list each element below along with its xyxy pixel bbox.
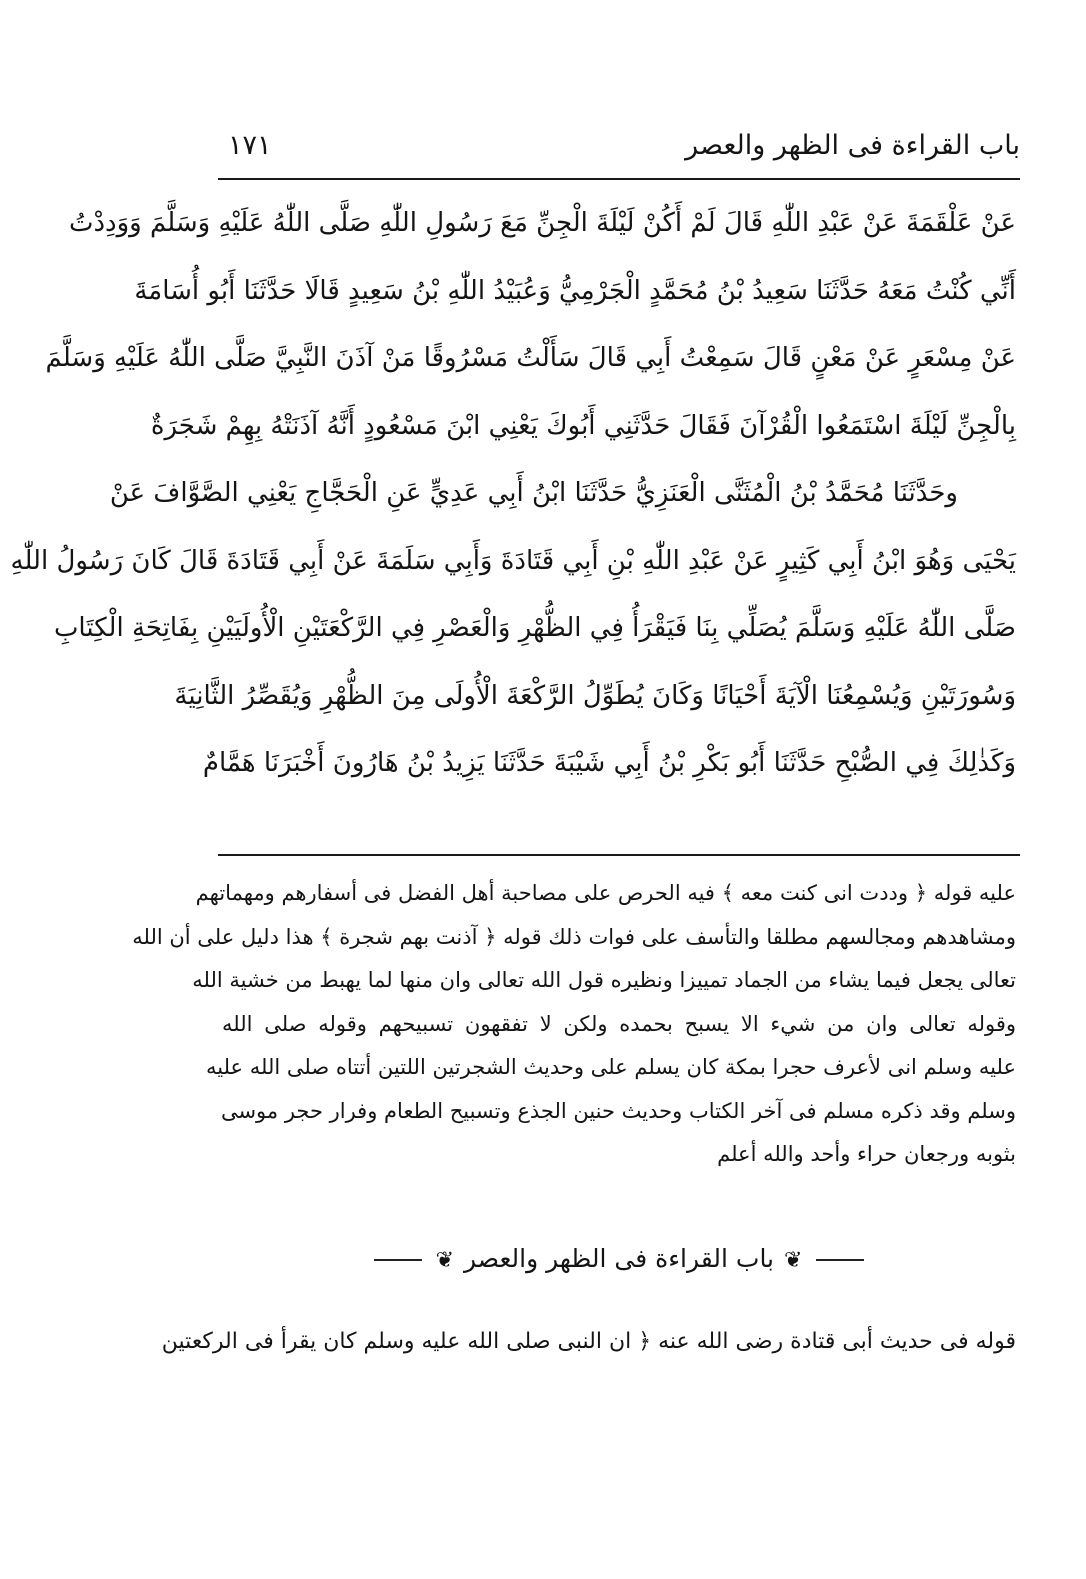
commentary-line: عليه قوله ﴿ وددت انى كنت معه ﴾ فيه الحرص على مصاحبة أهل الفضل فى أسفارهم ومهماتهم: [195, 881, 1016, 905]
ornament-icon: ❦: [435, 1247, 455, 1273]
text-line: بِالْجِنِّ لَيْلَةَ اسْتَمَعُوا الْقُرْآنَ فَقَالَ حَدَّثَنِي أَبُوكَ يَعْنِي ابْنَ مَسْعُودٍ أَنَّهُ آذَنَتْهُ بِهِمْ شَجَرَةٌ: [150, 410, 1016, 441]
ornament-icon: ❦: [783, 1247, 803, 1273]
commentary-text: [132, 872, 1016, 1177]
ornament-dash: [816, 1259, 864, 1261]
text-line: أَنِّي كُنْتُ مَعَهُ حَدَّثَنَا سَعِيدُ بْنُ مُحَمَّدٍ الْجَرْمِيُّ وَعُبَيْدُ اللّٰهِ بْنُ سَعِيدٍ قَالَا حَدَّثَنَا أَبُو أُسَامَةَ: [134, 275, 1016, 306]
chapter-heading: [222, 1244, 1016, 1288]
text-line: وَسُورَتَيْنِ وَيُسْمِعُنَا الْآيَةَ أَحْيَانًا وَكَانَ يُطَوِّلُ الرَّكْعَةَ الْأُولَى مِنَ الظُّهْرِ وَيُقَصِّرُ الثَّانِيَةَ: [174, 680, 1016, 711]
page-number: ١٧١: [228, 130, 272, 161]
commentary-line: وقوله تعالى وان من شيء الا يسبح بحمده ولكن لا تفقهون تسبيحهم وقوله صلى الله: [222, 1011, 1016, 1036]
text-line: وحَدَّثَنَا مُحَمَّدُ بْنُ الْمُثَنَّى الْعَنَزِيُّ حَدَّثَنَا ابْنُ أَبِي عَدِيٍّ عَنِ الْحَجَّاجِ يَعْنِي الصَّوَّافَ عَنْ: [109, 478, 958, 508]
page-header: [220, 124, 1020, 180]
running-title: باب القراءة فى الظهر والعصر: [685, 130, 1020, 161]
hadith-text: [10, 190, 1016, 798]
commentary-line: وسلم وقد ذكره مسلم فى آخر الكتاب وحديث حنين الجذع وتسبيح الطعام وفرار حجر موسى: [220, 1098, 1016, 1123]
commentary-line: بثوبه ورجعان حراء وأحد والله أعلم: [717, 1142, 1016, 1166]
ornament-dash: [374, 1259, 422, 1261]
commentary-line: عليه وسلم انى لأعرف حجرا بمكة كان يسلم على وحديث الشجرتين اللتين أتتاه صلى الله عليه: [206, 1055, 1016, 1079]
header-rule: [218, 178, 1020, 180]
text-line: عَنْ عَلْقَمَةَ عَنْ عَبْدِ اللّٰهِ قَالَ لَمْ أَكُنْ لَيْلَةَ الْجِنِّ مَعَ رَسُولِ اللّٰهِ صَلَّى اللّٰهُ عَلَيْهِ وَسَلَّمَ وَوَدِدْتُ: [68, 208, 1016, 238]
commentary-line: ومشاهدهم ومجالسهم مطلقا والتأسف على فوات ذلك قوله ﴿ آذنت بهم شجرة ﴾ هذا دليل على أن الله: [132, 924, 1016, 949]
text-line: يَحْيَى وَهُوَ ابْنُ أَبِي كَثِيرٍ عَنْ عَبْدِ اللّٰهِ بْنِ أَبِي قَتَادَةَ وَأَبِي سَلَمَةَ عَنْ أَبِي قَتَادَةَ قَالَ كَانَ رَسُولُ اللّٰهِ: [10, 545, 1016, 576]
section-divider: [218, 854, 1020, 856]
text-line: وَكَذٰلِكَ فِي الصُّبْحِ حَدَّثَنَا أَبُو بَكْرِ بْنُ أَبِي شَيْبَةَ حَدَّثَنَا يَزِيدُ بْنُ هَارُونَ أَخْبَرَنَا هَمَّامٌ: [202, 748, 1016, 778]
text-line: عَنْ مِسْعَرٍ عَنْ مَعْنٍ قَالَ سَمِعْتُ أَبِي قَالَ سَأَلْتُ مَسْرُوقًا مَنْ آذَنَ النَّبِيَّ صَلَّى اللّٰهُ عَلَيْهِ وَسَلَّمَ: [45, 343, 1016, 373]
commentary-line: قوله فى حديث أبى قتادة رضى الله عنه ﴿ ان النبى صلى الله عليه وسلم كان يقرأ فى الركعتين: [161, 1329, 1016, 1354]
text-line: صَلَّى اللّٰهُ عَلَيْهِ وَسَلَّمَ يُصَلِّي بِنَا فَيَقْرَأُ فِي الظُّهْرِ وَالْعَصْرِ فِي الرَّكْعَتَيْنِ الْأُولَيَيْنِ بِفَاتِحَةِ الْكِتَابِ: [53, 613, 1016, 643]
commentary-line: تعالى يجعل فيما يشاء من الجماد تمييزا ونظيره قول الله تعالى وان منها لما يهبط من خشية الله: [192, 968, 1016, 992]
chapter-title: باب القراءة فى الظهر والعصر: [463, 1244, 775, 1273]
